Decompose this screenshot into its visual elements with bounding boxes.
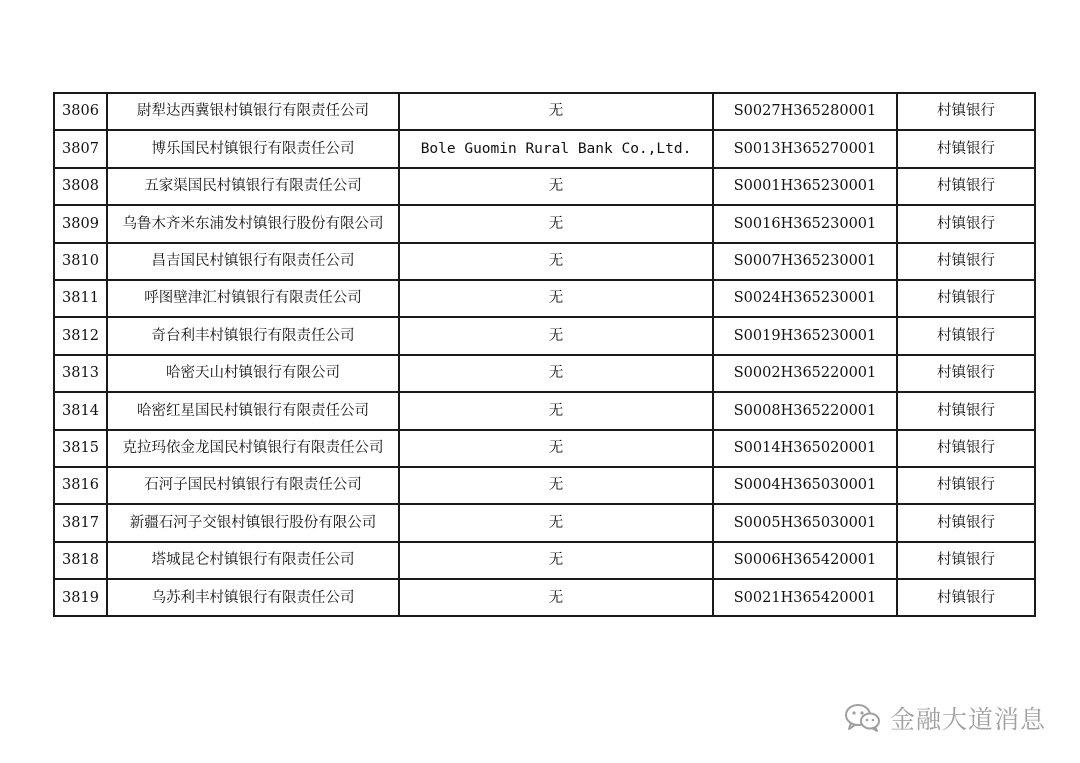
institution-type-cell: 村镇银行 xyxy=(897,579,1035,616)
table-row xyxy=(54,542,1035,579)
english-name-cell: 无 xyxy=(399,392,713,429)
institution-type-cell: 村镇银行 xyxy=(897,317,1035,354)
bank-name-cell: 石河子国民村镇银行有限责任公司 xyxy=(107,467,399,504)
row-number-cell: 3817 xyxy=(54,504,107,541)
institution-type-cell: 村镇银行 xyxy=(897,243,1035,280)
institution-type-cell: 村镇银行 xyxy=(897,430,1035,467)
table-row xyxy=(54,168,1035,205)
institution-code-cell: S0027H365280001 xyxy=(713,93,897,130)
wechat-icon xyxy=(844,703,882,733)
english-name-cell: 无 xyxy=(399,579,713,616)
row-number-cell: 3808 xyxy=(54,168,107,205)
english-name-cell: 无 xyxy=(399,504,713,541)
bank-name-cell: 克拉玛依金龙国民村镇银行有限责任公司 xyxy=(107,430,399,467)
table-row xyxy=(54,504,1035,541)
institution-code-cell: S0014H365020001 xyxy=(713,430,897,467)
watermark xyxy=(844,700,1046,736)
row-number-cell: 3816 xyxy=(54,467,107,504)
bank-name-cell: 呼图壁津汇村镇银行有限责任公司 xyxy=(107,280,399,317)
row-number-cell: 3815 xyxy=(54,430,107,467)
institution-code-cell: S0013H365270001 xyxy=(713,130,897,167)
institution-type-cell: 村镇银行 xyxy=(897,467,1035,504)
institution-type-cell: 村镇银行 xyxy=(897,205,1035,242)
row-number-cell: 3812 xyxy=(54,317,107,354)
english-name-cell: 无 xyxy=(399,280,713,317)
row-number-cell: 3813 xyxy=(54,355,107,392)
institution-code-cell: S0005H365030001 xyxy=(713,504,897,541)
bank-name-cell: 奇台利丰村镇银行有限责任公司 xyxy=(107,317,399,354)
institution-code-cell: S0002H365220001 xyxy=(713,355,897,392)
institution-type-cell: 村镇银行 xyxy=(897,93,1035,130)
institution-code-cell: S0008H365220001 xyxy=(713,392,897,429)
table-row xyxy=(54,392,1035,429)
bank-name-cell: 哈密天山村镇银行有限公司 xyxy=(107,355,399,392)
row-number-cell: 3810 xyxy=(54,243,107,280)
watermark-text: 金融大道消息 xyxy=(889,705,1046,734)
institution-code-cell: S0024H365230001 xyxy=(713,280,897,317)
table-row xyxy=(54,355,1035,392)
table-body xyxy=(54,93,1035,616)
bank-name-cell: 塔城昆仑村镇银行有限责任公司 xyxy=(107,542,399,579)
institution-code-cell: S0006H365420001 xyxy=(713,542,897,579)
institution-type-cell: 村镇银行 xyxy=(897,168,1035,205)
bank-name-cell: 五家渠国民村镇银行有限责任公司 xyxy=(107,168,399,205)
institution-type-cell: 村镇银行 xyxy=(897,392,1035,429)
bank-name-cell: 哈密红星国民村镇银行有限责任公司 xyxy=(107,392,399,429)
institution-type-cell: 村镇银行 xyxy=(897,504,1035,541)
institution-code-cell: S0004H365030001 xyxy=(713,467,897,504)
table-row xyxy=(54,280,1035,317)
bank-name-cell: 博乐国民村镇银行有限责任公司 xyxy=(107,130,399,167)
english-name-cell: 无 xyxy=(399,243,713,280)
institution-code-cell: S0019H365230001 xyxy=(713,317,897,354)
english-name-cell: 无 xyxy=(399,467,713,504)
english-name-cell: 无 xyxy=(399,317,713,354)
institution-code-cell: S0001H365230001 xyxy=(713,168,897,205)
row-number-cell: 3814 xyxy=(54,392,107,429)
english-name-cell: 无 xyxy=(399,205,713,242)
english-name-cell: 无 xyxy=(399,430,713,467)
table-row xyxy=(54,130,1035,167)
table-row xyxy=(54,579,1035,616)
bank-name-cell: 昌吉国民村镇银行有限责任公司 xyxy=(107,243,399,280)
institution-type-cell: 村镇银行 xyxy=(897,542,1035,579)
institution-code-cell: S0021H365420001 xyxy=(713,579,897,616)
bank-name-cell: 乌鲁木齐米东浦发村镇银行股份有限公司 xyxy=(107,205,399,242)
row-number-cell: 3807 xyxy=(54,130,107,167)
table-row xyxy=(54,467,1035,504)
institution-type-cell: 村镇银行 xyxy=(897,130,1035,167)
english-name-cell: 无 xyxy=(399,93,713,130)
row-number-cell: 3818 xyxy=(54,542,107,579)
bank-name-cell: 新疆石河子交银村镇银行股份有限公司 xyxy=(107,504,399,541)
table-row xyxy=(54,243,1035,280)
row-number-cell: 3811 xyxy=(54,280,107,317)
bank-registry-table xyxy=(53,92,1036,617)
institution-code-cell: S0007H365230001 xyxy=(713,243,897,280)
row-number-cell: 3809 xyxy=(54,205,107,242)
institution-code-cell: S0016H365230001 xyxy=(713,205,897,242)
row-number-cell: 3806 xyxy=(54,93,107,130)
english-name-cell: 无 xyxy=(399,168,713,205)
english-name-cell: 无 xyxy=(399,355,713,392)
institution-type-cell: 村镇银行 xyxy=(897,355,1035,392)
bank-name-cell: 尉犁达西冀银村镇银行有限责任公司 xyxy=(107,93,399,130)
table-row xyxy=(54,93,1035,130)
table-row xyxy=(54,205,1035,242)
table-row xyxy=(54,430,1035,467)
english-name-cell: Bole Guomin Rural Bank Co.,Ltd. xyxy=(399,130,713,167)
table-row xyxy=(54,317,1035,354)
institution-type-cell: 村镇银行 xyxy=(897,280,1035,317)
row-number-cell: 3819 xyxy=(54,579,107,616)
bank-name-cell: 乌苏利丰村镇银行有限责任公司 xyxy=(107,579,399,616)
english-name-cell: 无 xyxy=(399,542,713,579)
